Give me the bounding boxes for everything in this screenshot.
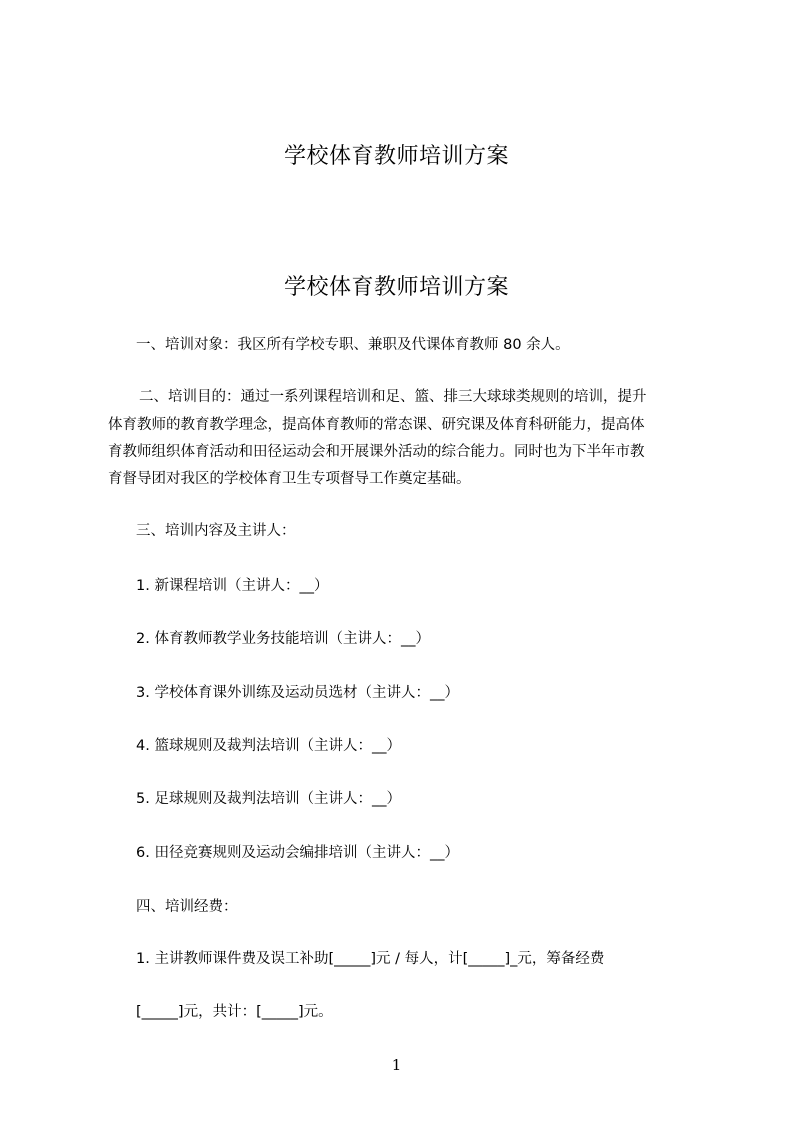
purpose-line: 体育教师的教育教学理念，提高体育教师的常态课、研究课及体育科研能力，提高体 — [108, 417, 645, 433]
section-training-content: 三、培训内容及主讲人： — [136, 523, 296, 539]
list-item: 3. 学校体育课外训练及运动员选材（主讲人：__） — [136, 685, 459, 701]
purpose-line: 育教师组织体育活动和田径运动会和开展课外活动的综合能力。同时也为下半年市教 — [108, 444, 645, 460]
list-item: 4. 篮球规则及裁判法培训（主讲人：__） — [136, 738, 401, 754]
section-training-target: 一、培训对象：我区所有学校专职、兼职及代课体育教师 80 余人。 — [136, 337, 570, 353]
fee-line: [_____]元，共计：[_____]元。 — [136, 1004, 333, 1020]
list-item: 6. 田径竞赛规则及运动会编排培训（主讲人：__） — [136, 845, 459, 861]
purpose-line: 育督导团对我区的学校体育卫生专项督导工作奠定基础。 — [108, 471, 471, 487]
document-title: 学校体育教师培训方案 — [283, 275, 509, 300]
list-item: 5. 足球规则及裁判法培训（主讲人：__） — [136, 791, 401, 807]
section-training-fees: 四、培训经费： — [136, 899, 238, 915]
header-title: 学校体育教师培训方案 — [283, 144, 509, 169]
page-number: 1 — [391, 1056, 402, 1074]
purpose-line: 二、培训目的：通过一系列课程培训和足、篮、排三大球球类规则的培训，提升 — [139, 389, 647, 405]
list-item: 1. 新课程培训（主讲人：__） — [136, 578, 329, 594]
fee-line: 1. 主讲教师课件费及误工补助[_____]元 / 每人，计[_____]_元，筹备经费 — [136, 951, 605, 967]
list-item: 2. 体育教师教学业务技能培训（主讲人：__） — [136, 631, 430, 647]
